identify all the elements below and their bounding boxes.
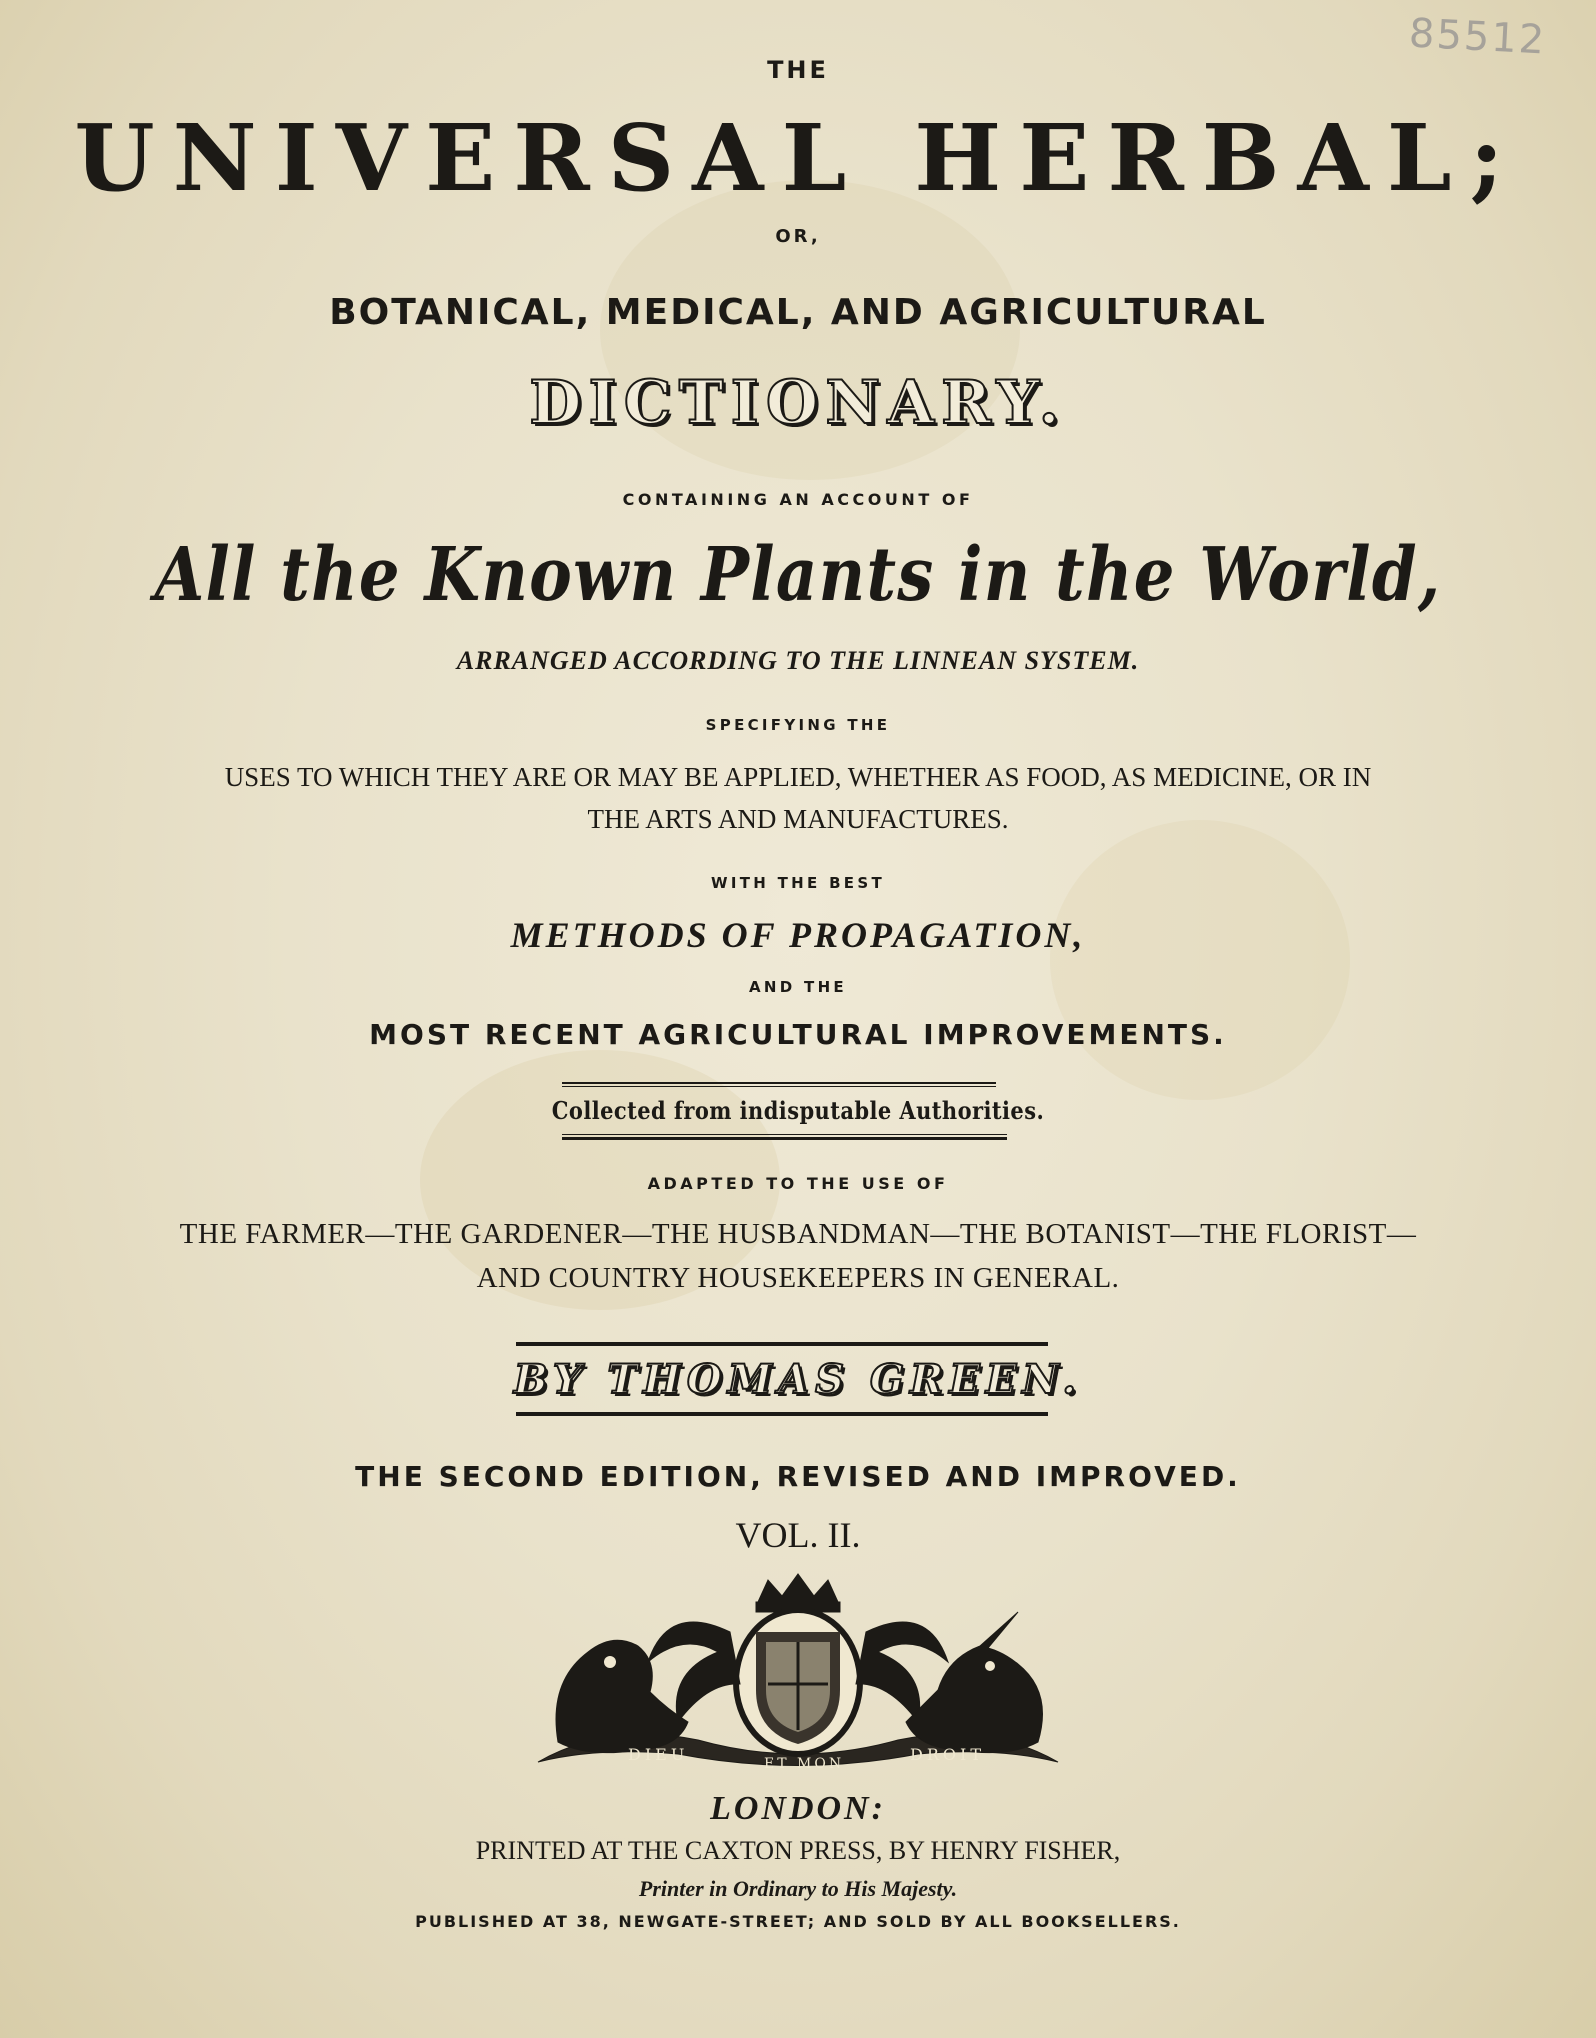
rule-bottom-2 (562, 1137, 1007, 1140)
author-rule-bottom (516, 1412, 1048, 1416)
edition-line: THE SECOND EDITION, REVISED AND IMPROVED. (355, 1460, 1241, 1493)
with-the-best-line: WITH THE BEST (710, 874, 885, 892)
containing-line: CONTAINING AN ACCOUNT OF (622, 490, 974, 509)
arranged-line: ARRANGED ACCORDING TO THE LINNEAN SYSTEM. (456, 646, 1140, 675)
published-line: PUBLISHED AT 38, NEWGATE-STREET; AND SOLD BY ALL BOOKSELLERS. (415, 1912, 1181, 1931)
volume-label: VOL. II. (735, 1515, 861, 1555)
motto-center: ET MON (764, 1756, 845, 1772)
motto-left: DIEU (628, 1745, 689, 1764)
audience-line-2: AND COUNTRY HOUSEKEEPERS IN GENERAL. (476, 1262, 1120, 1294)
coat-of-arms-icon (518, 1572, 1078, 1772)
uses-line-2: THE ARTS AND MANUFACTURES. (587, 804, 1009, 834)
methods-heading: METHODS OF PROPAGATION, (510, 915, 1086, 955)
and-the-line: AND THE (749, 978, 847, 996)
printer-line: PRINTED AT THE CAXTON PRESS, BY HENRY FISHER, (475, 1836, 1121, 1865)
adapted-line: ADAPTED TO THE USE OF (647, 1174, 949, 1193)
collected-line: Collected from indisputable Authorities. (551, 1096, 1045, 1125)
uses-line-1: USES TO WHICH THEY ARE OR MAY BE APPLIED, WHETHER AS FOOD, AS MEDICINE, OR IN (224, 762, 1372, 792)
author-line: BY THOMAS GREEN. (513, 1356, 1083, 1403)
rule-bottom-1 (562, 1134, 1007, 1135)
dictionary-heading: DICTIONARY. (529, 368, 1067, 438)
rule-top-1 (562, 1082, 996, 1084)
all-plants-heading: All the Known Plants in the World, (154, 532, 1442, 619)
subtitle: BOTANICAL, MEDICAL, AND AGRICULTURAL (329, 292, 1267, 333)
specifying-line: SPECIFYING THE (705, 716, 891, 734)
improvements-heading: MOST RECENT AGRICULTURAL IMPROVEMENTS. (369, 1018, 1227, 1051)
author-rule-top (516, 1342, 1048, 1346)
audience-line-1: THE FARMER—THE GARDENER—THE HUSBANDMAN—THE BOTANIST—THE FLORIST— (179, 1218, 1417, 1250)
or-line: OR, (775, 226, 821, 247)
catalog-number: 85512 (1407, 10, 1548, 64)
title-the: THE (767, 56, 829, 84)
rule-top-2 (562, 1086, 996, 1087)
motto-right: DROIT (910, 1745, 985, 1764)
printer-title-line: Printer in Ordinary to His Majesty. (638, 1876, 958, 1901)
city-line: LONDON: (710, 1790, 886, 1827)
main-title: UNIVERSAL HERBAL; (74, 104, 1522, 212)
